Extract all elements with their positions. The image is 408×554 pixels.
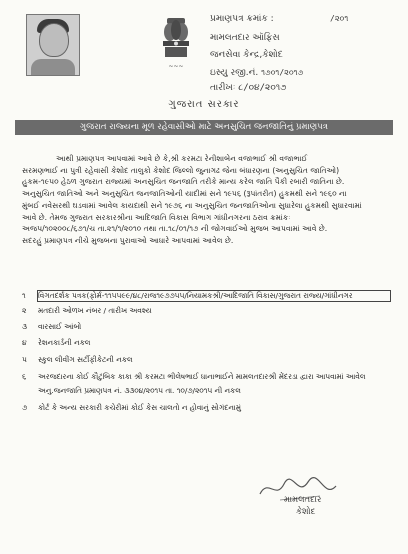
applicant-photo xyxy=(26,14,80,76)
body-line: સદરહું પ્રમાણપત્ર નીચે મુજબના પુરાવાઓ આધારે આપવામાં આવેલ છે. xyxy=(22,235,234,245)
office-name: મામલતદાર ઑફિસ xyxy=(210,33,280,43)
body-line: અજપ/૧૦૨૦૦૮/૬૭૧/ચ તા.૨૧/૧/૨૦૧૦ તથા તા.૧૮/૦૧/૧૭ ની જોગવાઈઓ મુજબ આપવામાં આવે છે. xyxy=(22,224,328,234)
signatory-title: મામલતદાર xyxy=(284,495,322,505)
document-number: ૪ xyxy=(22,338,27,347)
body-line: અનુસુચિત જાતિઓ અને અનુસુચિત જનજાતિઓની યાદીમાં સને ૧૯૫૬ (રૂપાંતરીત) હુકમથી સને ૧૯૬૦ ના xyxy=(22,189,347,199)
government-heading: ગુજરાત સરકાર xyxy=(168,99,240,110)
body-line: આવે છે. તેમજ ગુજરાત સરકારશ્રીના આદિજાતિ વિકાસ વિભાગ ગાંધીનગરના ઠરાવ ક્રમાંકઃ xyxy=(22,212,291,222)
cert-number-value: /૨૦૧ xyxy=(330,14,349,23)
issue-reg-row xyxy=(210,68,303,78)
document-number: ૨ xyxy=(22,306,27,315)
document-text: મતદારી ઓળખ નંબર / તારીખ અવશ્ય xyxy=(38,306,152,315)
document-number: ૩ xyxy=(22,322,27,331)
photo-shirt xyxy=(31,59,75,75)
body-line: સરમણભાઈ ના પુત્રી રહેવાસી કેશોદ તાલુકો કેશોદ જિલ્લો જુનાગઢ જેના બંધારણના (અનુસુચિત જાતિઓ) xyxy=(22,165,340,175)
svg-text:~~~: ~~~ xyxy=(168,63,184,70)
service-center: જનસેવા કેન્દ્ર,કેશોદ xyxy=(210,50,283,60)
date-label: તારીખઃ xyxy=(210,83,236,93)
date-value: ૮/૦૪/૨૦૧૭ xyxy=(238,83,287,93)
document-text: કોર્ટ કે અન્ય સરકારી કચેરીમાં કોઈ કેસ ચાલતો ન હોવાનું સોગંદનામું xyxy=(38,403,241,412)
certificate-body xyxy=(22,153,392,247)
issue-reg-value: ૧૭૦૧/૨૦૧૭ xyxy=(261,68,304,77)
document-text: અરજદારના કોઈ કૌટુંબિક કાકા શ્રી કરમટા ભીલેષભાઈ ધાનાભાઈને મામલતદારશ્રી મેંદરડા દ્વારા આપવામાં આવેલ xyxy=(38,372,366,381)
certificate-title: ગુજરાત રાજ્યના મૂળ રહેવાસીઓ માટે અનસુચિત જનજાતિનું પ્રમાણપત્ર xyxy=(15,120,393,135)
document-number: ૭ xyxy=(22,403,28,412)
body-line: આથી પ્રમાણપત્ર આપવામાં આવે છે કે,શ્રી કરમટા રેનીશાબેન વજાભાઈ શ્રી વજાભાઈ xyxy=(56,154,308,163)
document-text: સ્કુલ લીવીંગ સર્ટીફીકેટની નકલ xyxy=(38,355,133,364)
document-text: વારસાઈ આંબો xyxy=(38,322,82,331)
cert-number-row xyxy=(210,14,348,24)
document-text: વિગતદર્શક પત્રક(ફોર્મ-૧૧૫૫૯૯/૪૮/રાજ૧૯૭૭૫૫/નિયામકશ્રી/આદિજાતિ વિકાસ/ગુજરાત રાજ્ય/ગાંધીનગર xyxy=(38,291,353,300)
document-text: રેશનકાર્ડની નકલ xyxy=(38,338,91,347)
signatory-place: કેશોદ xyxy=(296,507,316,517)
issue-reg-label: ઇસ્યુ રજી.નં. xyxy=(210,68,259,78)
national-emblem-icon xyxy=(155,14,197,74)
date-row xyxy=(210,83,286,93)
body-line: મુંબઈ નવેસરથી ઘડવામાં આવેલ કાયદાથી સને ૧૯૭૬ ના અનુસુચિત જનજાતિઓના સુધારેલા હુકમથી સુધારવામાં xyxy=(22,200,362,210)
document-number: ૫ xyxy=(22,355,27,364)
document-number: ૬ xyxy=(22,372,27,381)
cert-number-label: પ્રમાણપત્ર ક્રમાંક : xyxy=(210,14,274,24)
photo-face xyxy=(39,23,69,57)
document-text: અનુ.જનજાતિ પ્રમાણપત્ર નં. ૩૩૦૪/૨૦૧૫ તા. ૧૦/૭/૨૦૧૫ ની નકલ xyxy=(38,386,241,395)
document-number: ૧ xyxy=(22,291,26,300)
body-line: હુકમ-૧૯૫૦ હેઠળ ગુજરાત રાજ્યમાં અનસુચિત જનજાતિ તરીકે માન્ય કરેલ જાતિ પૈકી રબારી જાતિના છે. xyxy=(22,177,345,187)
